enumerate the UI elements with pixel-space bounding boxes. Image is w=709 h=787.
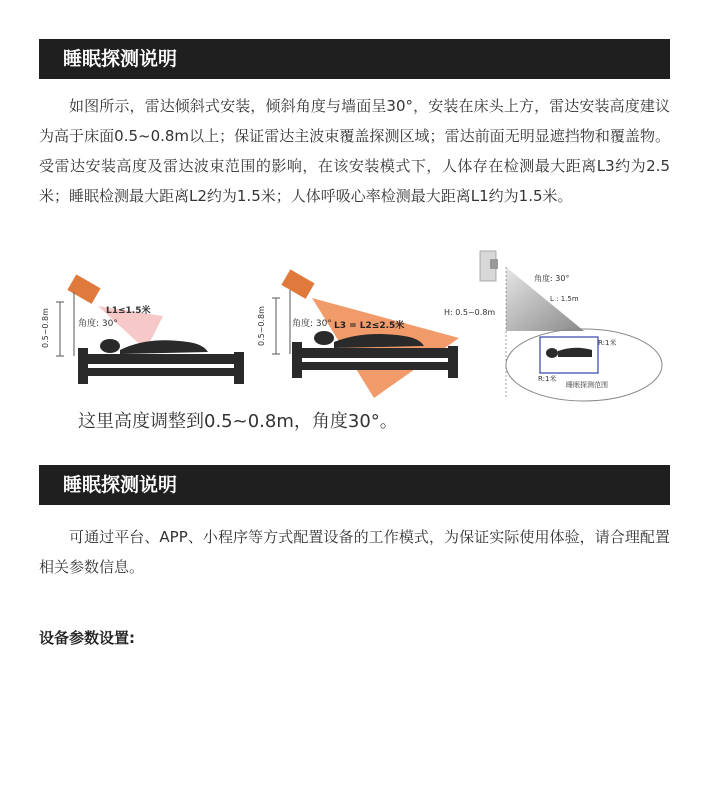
device-settings-heading: 设备参数设置: <box>39 629 135 647</box>
section-header-sleep-detection <box>39 39 670 79</box>
figure-breathing-detection <box>38 268 248 393</box>
figure-caption: 这里高度调整到0.5~0.8m，角度30°。 <box>78 411 398 432</box>
distance-label: L1≤1.5米 <box>106 306 151 316</box>
radar-device-icon <box>490 259 498 269</box>
figure-detection-range <box>440 247 670 405</box>
height-label: 0.5~0.8m <box>41 308 50 348</box>
section-header-sleep-detection-2 <box>39 465 670 505</box>
height-label: 0.5~0.8m <box>257 306 266 346</box>
section-title: 睡眠探测说明 <box>63 474 178 496</box>
zone-label: 睡眠探测范围 <box>566 381 608 389</box>
figure-presence-detection <box>254 268 464 403</box>
angle-label: 角度: 30° <box>534 274 570 283</box>
radar-device-icon <box>67 274 100 304</box>
radar-device-icon <box>281 269 314 299</box>
bed-with-sleeper-icon <box>78 339 244 384</box>
sleep-detection-description: 如图所示，雷达倾斜式安装，倾斜角度与墙面呈30°，安装在床头上方，雷达安装高度建议为高于床面0.5~0.8m以上；保证雷达主波束覆盖探测区域；雷达前面无明显遮挡物和覆盖物。受雷达安装高度及雷达波束范围的影响，在该安装模式下，人体存在检测最大距离L3约为2.5米；睡眠检测最大距离L2约为1.5米；人体呼吸心率检测最大距离L1约为1.5米。 <box>39 97 670 205</box>
angle-label: 角度: 30° <box>78 319 118 329</box>
angle-label: 角度: 30° <box>292 319 332 329</box>
sleeper-head-icon <box>546 348 558 358</box>
right-radius-label: R:1米 <box>598 339 617 347</box>
length-label: L : 1.5m <box>550 295 579 303</box>
height-label: H: 0.5~0.8m <box>444 308 496 317</box>
distance-label: L3 = L2≤2.5米 <box>334 321 405 331</box>
section-title: 睡眠探测说明 <box>63 48 178 70</box>
bottom-radius-label: R:1米 <box>538 375 557 383</box>
configuration-description: 可通过平台、APP、小程序等方式配置设备的工作模式，为保证实际使用体验，请合理配置相关参数信息。 <box>39 528 670 576</box>
